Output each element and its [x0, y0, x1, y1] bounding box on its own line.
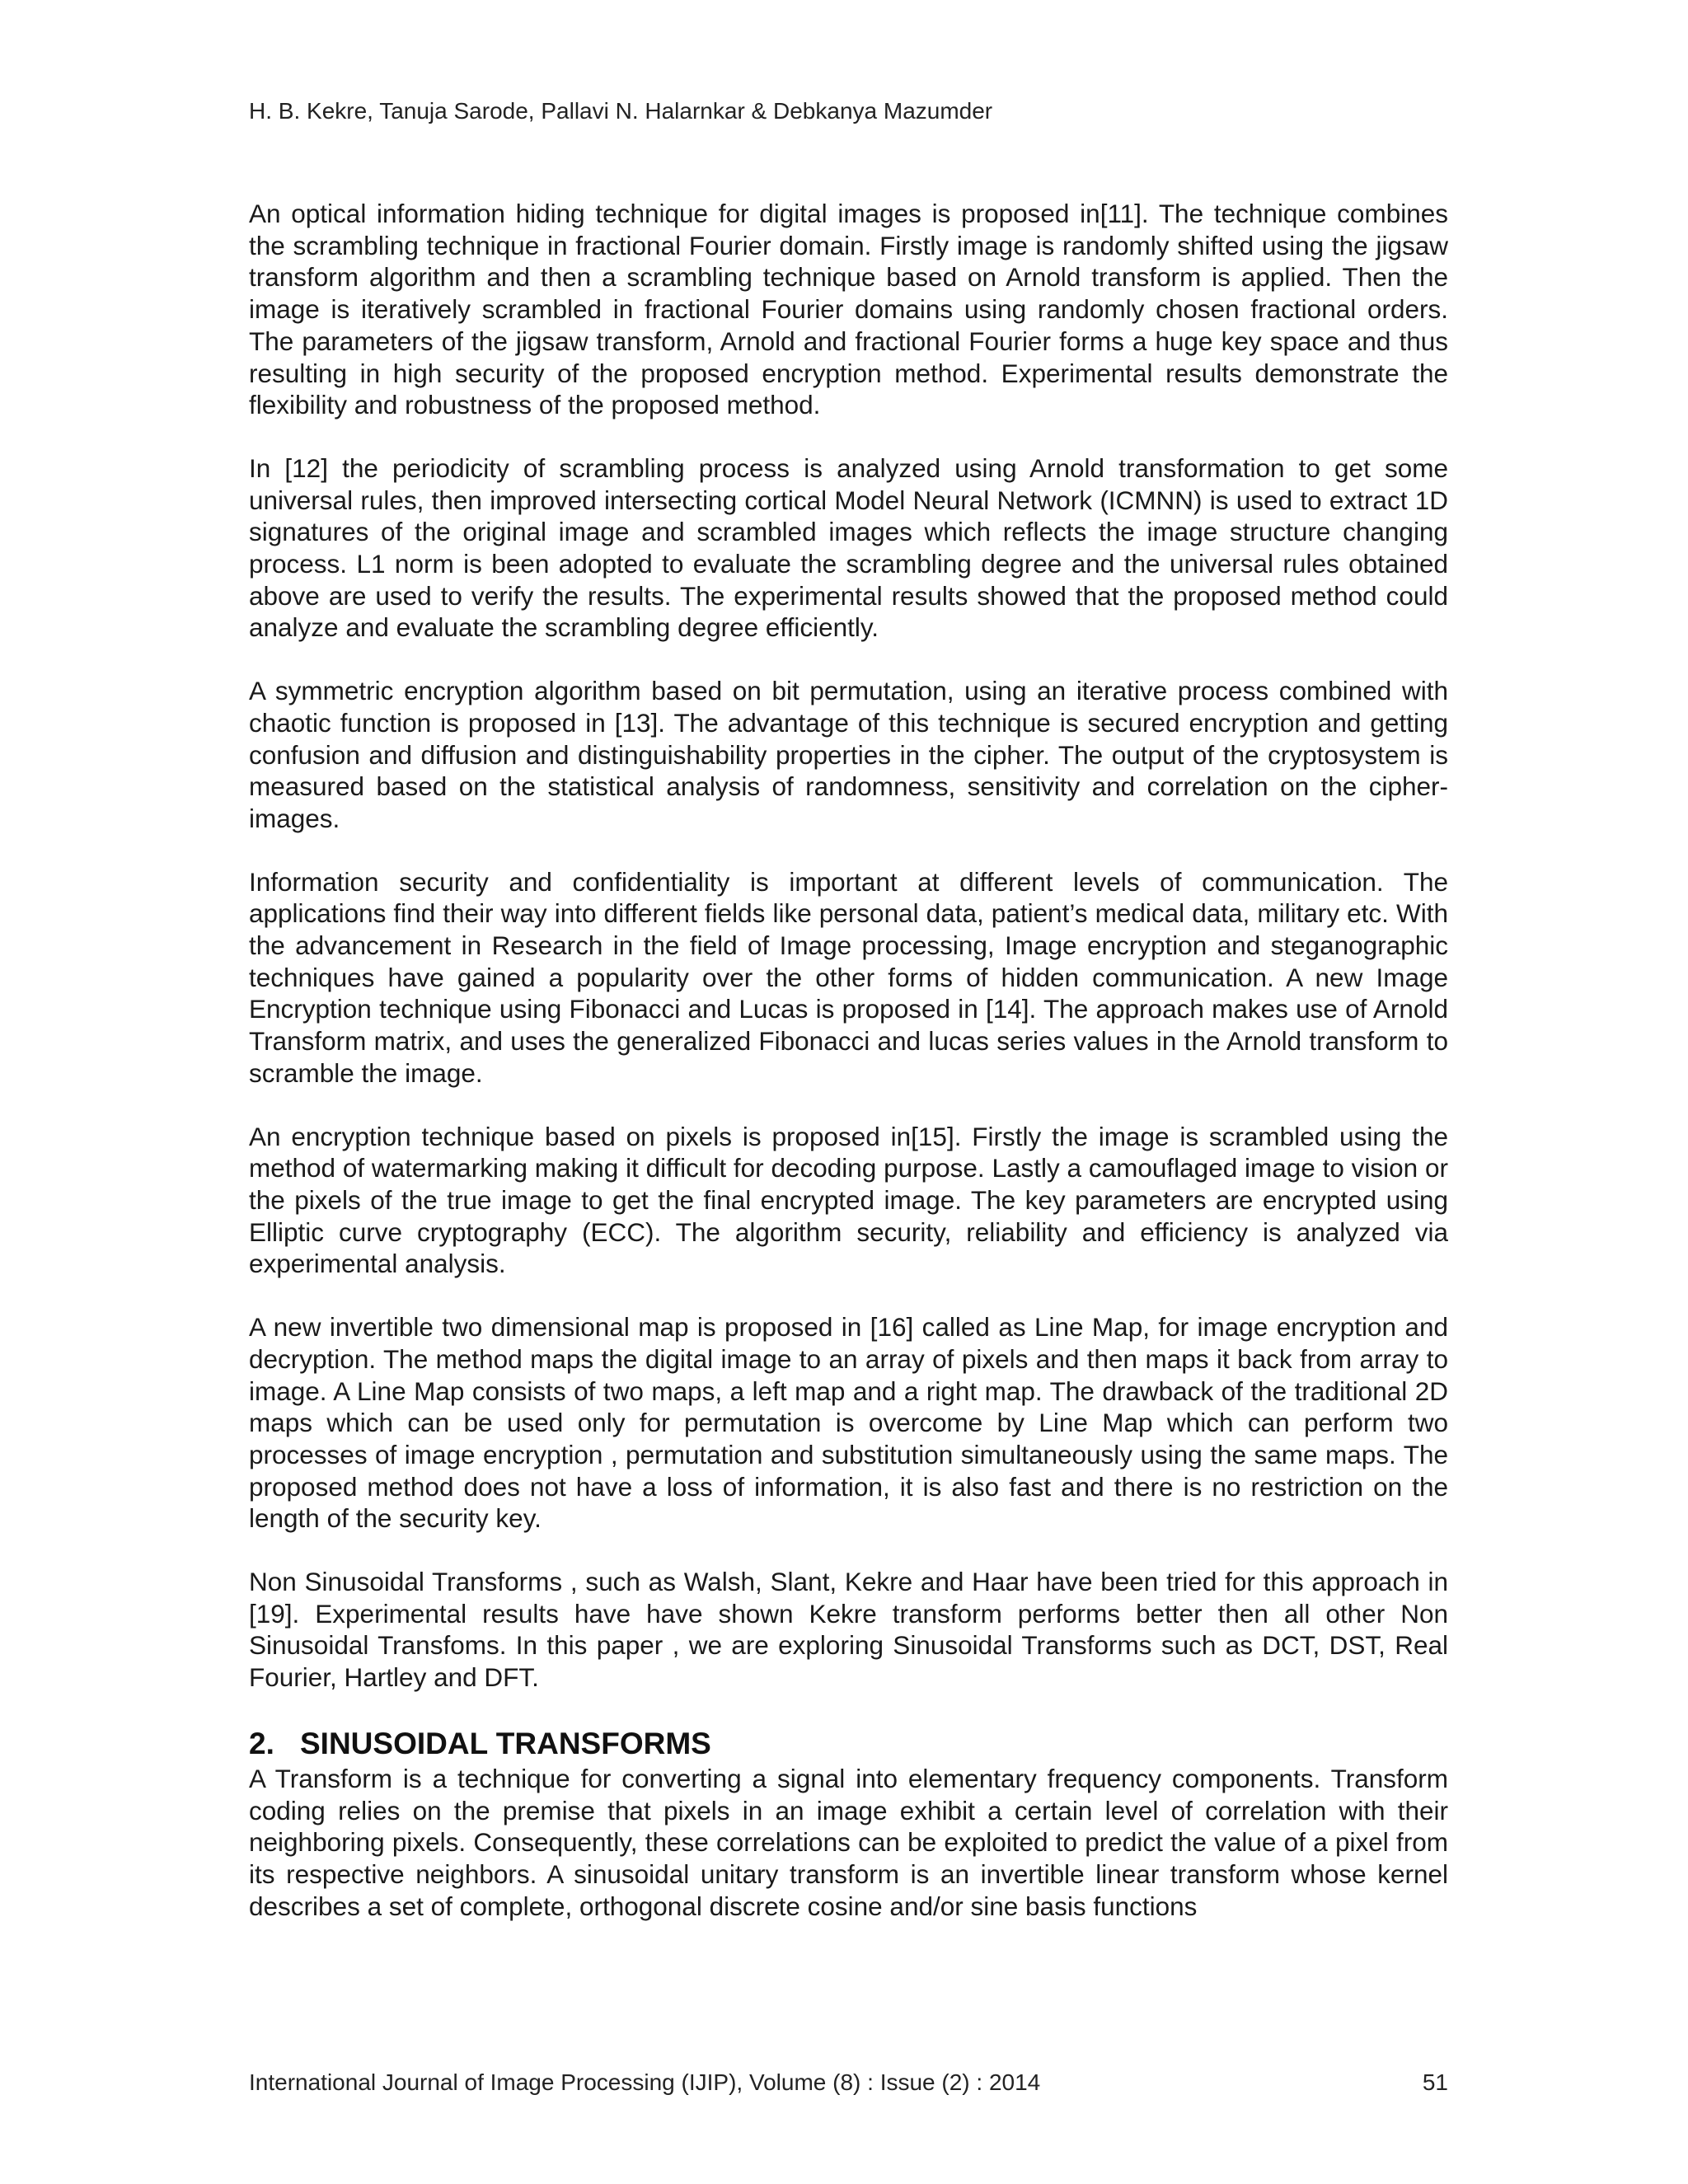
running-header: H. B. Kekre, Tanuja Sarode, Pallavi N. Halarnkar & Debkanya Mazumder — [249, 98, 993, 124]
page-number: 51 — [1422, 2069, 1448, 2095]
page-body — [249, 198, 1448, 1953]
paragraph-ref-14: Information security and confidentiality is important at different levels of communication. The applications find their way into different fields like personal data, patient’s medical data, military etc. With the advancement in Research in the field of Image processing, Image encryption and steganographic techniques have gained a popularity over the other forms of hidden communication. A new Image Encryption technique using Fibonacci and Lucas is proposed in [14]. The approach makes use of Arnold Transform matrix, and uses the generalized Fibonacci and lucas series values in the Arnold transform to scramble the image. — [249, 866, 1448, 1088]
paragraph-ref-12: In [12] the periodicity of scrambling process is analyzed using Arnold transformation to get some universal rules, then improved intersecting cortical Model Neural Network (ICMNN) is used to extract 1D signatures of the original image and scrambled images which reflects the image structure changing process. L1 norm is been adopted to evaluate the scrambling degree and the universal rules obtained above are used to verify the results. The experimental results showed that the proposed method could analyze and evaluate the scrambling degree efficiently. — [249, 452, 1448, 643]
paragraph-ref-19: Non Sinusoidal Transforms , such as Walsh, Slant, Kekre and Haar have been tried for this approach in [19]. Experimental results have have shown Kekre transform performs better then all other Non Sinusoidal Transfoms. In this paper , we are exploring Sinusoidal Transforms such as DCT, DST, Real Fourier, Hartley and DFT. — [249, 1567, 1448, 1693]
paragraph-ref-13: A symmetric encryption algorithm based on bit permutation, using an iterative process combined with chaotic function is proposed in [13]. The advantage of this technique is secured encryption and getting confusion and diffusion and distinguishability properties in the cipher. The output of the cryptosystem is measured based on the statistical analysis of randomness, sensitivity and correlation on the cipher-images. — [249, 676, 1448, 833]
section-title: SINUSOIDAL TRANSFORMS — [300, 1726, 711, 1760]
section-body-paragraph: A Transform is a technique for converting a signal into elementary frequency components. Transform coding relies on the premise that pixels in an image exhibit a certain level of correlation with their neighboring pixels. Consequently, these correlations can be exploited to predict the value of a pixel from its respective neighbors. A sinusoidal unitary transform is an invertible linear transform whose kernel describes a set of complete, orthogonal discrete cosine and/or sine basis functions — [249, 1763, 1448, 1921]
page-footer — [249, 2069, 1448, 2097]
section-heading — [249, 1725, 1448, 1763]
journal-citation: International Journal of Image Processing (IJIP), Volume (8) : Issue (2) : 2014 — [249, 2069, 1041, 2095]
section-number: 2. — [249, 1726, 274, 1760]
paragraph-ref-11: An optical information hiding technique for digital images is proposed in[11]. The technique combines the scrambling technique in fractional Fourier domain. Firstly image is randomly shifted using the jigsaw transform algorithm and then a scrambling technique based on Arnold transform is applied. Then the image is iteratively scrambled in fractional Fourier domains using randomly chosen fractional orders. The parameters of the jigsaw transform, Arnold and fractional Fourier forms a huge key space and thus resulting in high security of the proposed encryption method. Experimental results demonstrate the flexibility and robustness of the proposed method. — [249, 199, 1448, 420]
paragraph-ref-16: A new invertible two dimensional map is proposed in [16] called as Line Map, for image encryption and decryption. The method maps the digital image to an array of pixels and then maps it back from array to image. A Line Map consists of two maps, a left map and a right map. The drawback of the traditional 2D maps which can be used only for permutation is overcome by Line Map which can perform two processes of image encryption , permutation and substitution simultaneously using the same maps. The proposed method does not have a loss of information, it is also fast and there is no restriction on the length of the security key. — [249, 1312, 1448, 1534]
paragraph-ref-15: An encryption technique based on pixels is proposed in[15]. Firstly the image is scrambled using the method of watermarking making it difficult for decoding purpose. Lastly a camouflaged image to vision or the pixels of the true image to get the final encrypted image. The key parameters are encrypted using Elliptic curve cryptography (ECC). The algorithm security, reliability and efficiency is analyzed via experimental analysis. — [249, 1121, 1448, 1279]
